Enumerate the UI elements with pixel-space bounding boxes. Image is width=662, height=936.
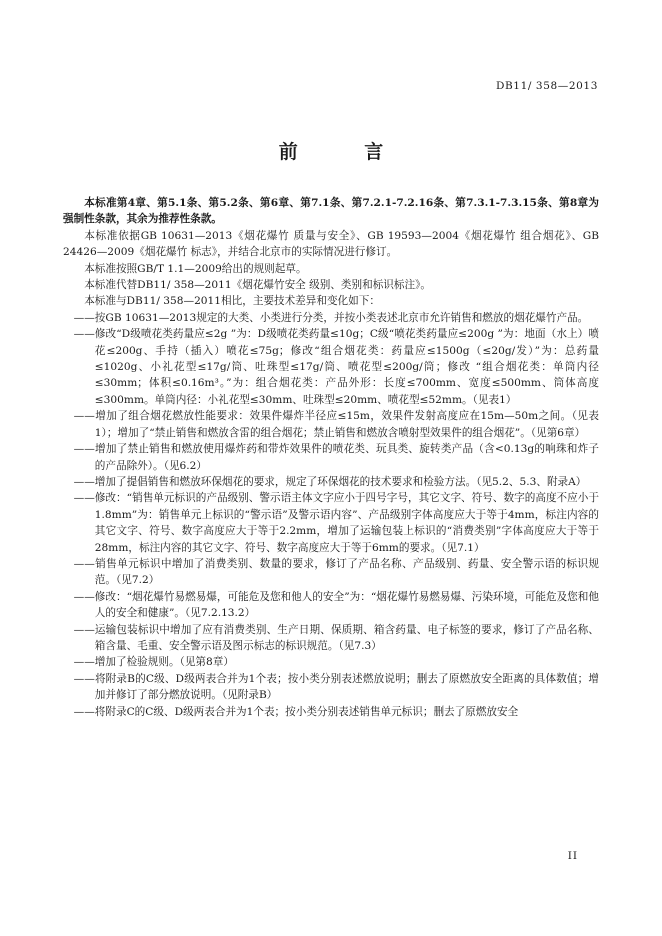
change-item: ——增加了提倡销售和燃放环保烟花的要求，规定了环保烟花的技术要求和检验方法。（见5.2、5.3、附录A） (73, 475, 587, 488)
replaces-paragraph: 本标准代替DB11/ 358—2011《烟花爆竹安全 级别、类别和标识标注》。 (84, 279, 431, 292)
change-item: ——修改“D级喷花类药量应≤2g ”为：D级喷花类药量≤10g；C级“喷花类药量应≤200g ”为：地面（水上）喷花≤200g、手持（插入）喷花≤75g；修改“组合烟花类：药量应≤1500g（≤20g/发）”为：总药量≤1020g、小礼花型≤17g/筒、吐珠型≤17g/筒、喷花型≤200g/筒；修改 “组合烟花类：单筒内径≤30mm；体积≤0.16m³。”为：组合烟花类：产品外形：长度≤700mm、宽度≤500mm、筒体高度≤300mm。单筒内径：小礼花型≤30mm、吐珠型≤20mm、喷花型≤52mm。（见表1） (73, 328, 599, 406)
change-item: ——增加了检验规则。（见第8章） (73, 656, 234, 669)
change-item: ——销售单元标识中增加了消费类别、数量的要求，修订了产品名称、产品级别、药量、安全警示语的标识规范。（见7.2） (73, 557, 599, 587)
foreword-body (63, 195, 599, 720)
changes-intro-paragraph: 本标准与DB11/ 358—2011相比，主要技术差异和变化如下： (84, 295, 380, 308)
change-item: ——修改：“销售单元标识的产品级别、警示语主体文字应小于四号字号，其它文字、符号、数字的高度不应小于1.8mm”为：销售单元上标识的“警示语”及警示语内容”、产品级别字体高度应大于等于4mm，标注内容的其它文字、符号、数字高度应大于等于2.2mm，增加了运输包装上标识的“消费类别”字体高度应大于等于 28mm，标注内容的其它文字、符号、数字高度应大于等于6mm的要求。（见7.1） (73, 492, 599, 554)
change-item: ——修改：“烟花爆竹易燃易爆，可能危及您和他人的安全”为：“烟花爆竹易燃易爆、污染环境，可能危及您和他人的安全和健康”。（见7.2.13.2） (73, 590, 599, 620)
change-item: ——增加了组合烟花燃放性能要求：效果件爆炸半径应≤15m，效果件发射高度应在15m—50m之间。（见表1）；增加了“禁止销售和燃放含雷的组合烟花；禁止销售和燃放含喷射型效果件的组合烟花”。（见第6章） (73, 410, 599, 439)
basis-paragraph: 本标准依据GB 10631—2013《烟花爆竹 质量与安全》、GB 19593—2004《烟花爆竹 组合烟花》、GB 24426—2009《烟花爆竹 标志》，并结合北京市的实际情况进行修订。 (63, 229, 599, 259)
change-item: ——运输包装标识中增加了应有消费类别、生产日期、保质期、箱含药量、电子标签的要求，修订了产品名称、箱含量、毛重、安全警示语及图示标志的标识规范。（见7.3） (73, 623, 599, 652)
drafting-rules-paragraph: 本标准按照GB/T 1.1—2009给出的规则起草。 (84, 262, 307, 275)
page-title: 前 言 (278, 141, 414, 163)
standard-code: DB11/ 358—2013 (495, 80, 598, 92)
change-item: ——将附录C的C级、D级两表合并为1个表；按小类分别表述销售单元标识；删去了原燃放安全 (73, 705, 519, 718)
change-item: ——将附录B的C级、D级两表合并为1个表；按小类分别表述燃放说明；删去了原燃放安全距离的具体数值；增加并修订了部分燃放说明。（见附录B） (73, 672, 599, 702)
change-item: ——按GB 10631—2013规定的大类、小类进行分类，并按小类表述北京市允许销售和燃放的烟花爆竹产品。 (73, 311, 589, 324)
mandatory-clause-paragraph: 本标准第4章、第5.1条、第5.2条、第6章、第7.1条、第7.2.1-7.2.16条、第7.3.1-7.3.15条、第8章为强制性条款，其余为推荐性条款。 (63, 197, 599, 226)
change-item: ——增加了禁止销售和燃放使用爆炸药和带炸效果件的喷花类、玩具类、旋转类产品（含<0.13g的响珠和炸子的产品除外）。（见6.2） (73, 443, 599, 472)
page-number: II (567, 850, 578, 862)
